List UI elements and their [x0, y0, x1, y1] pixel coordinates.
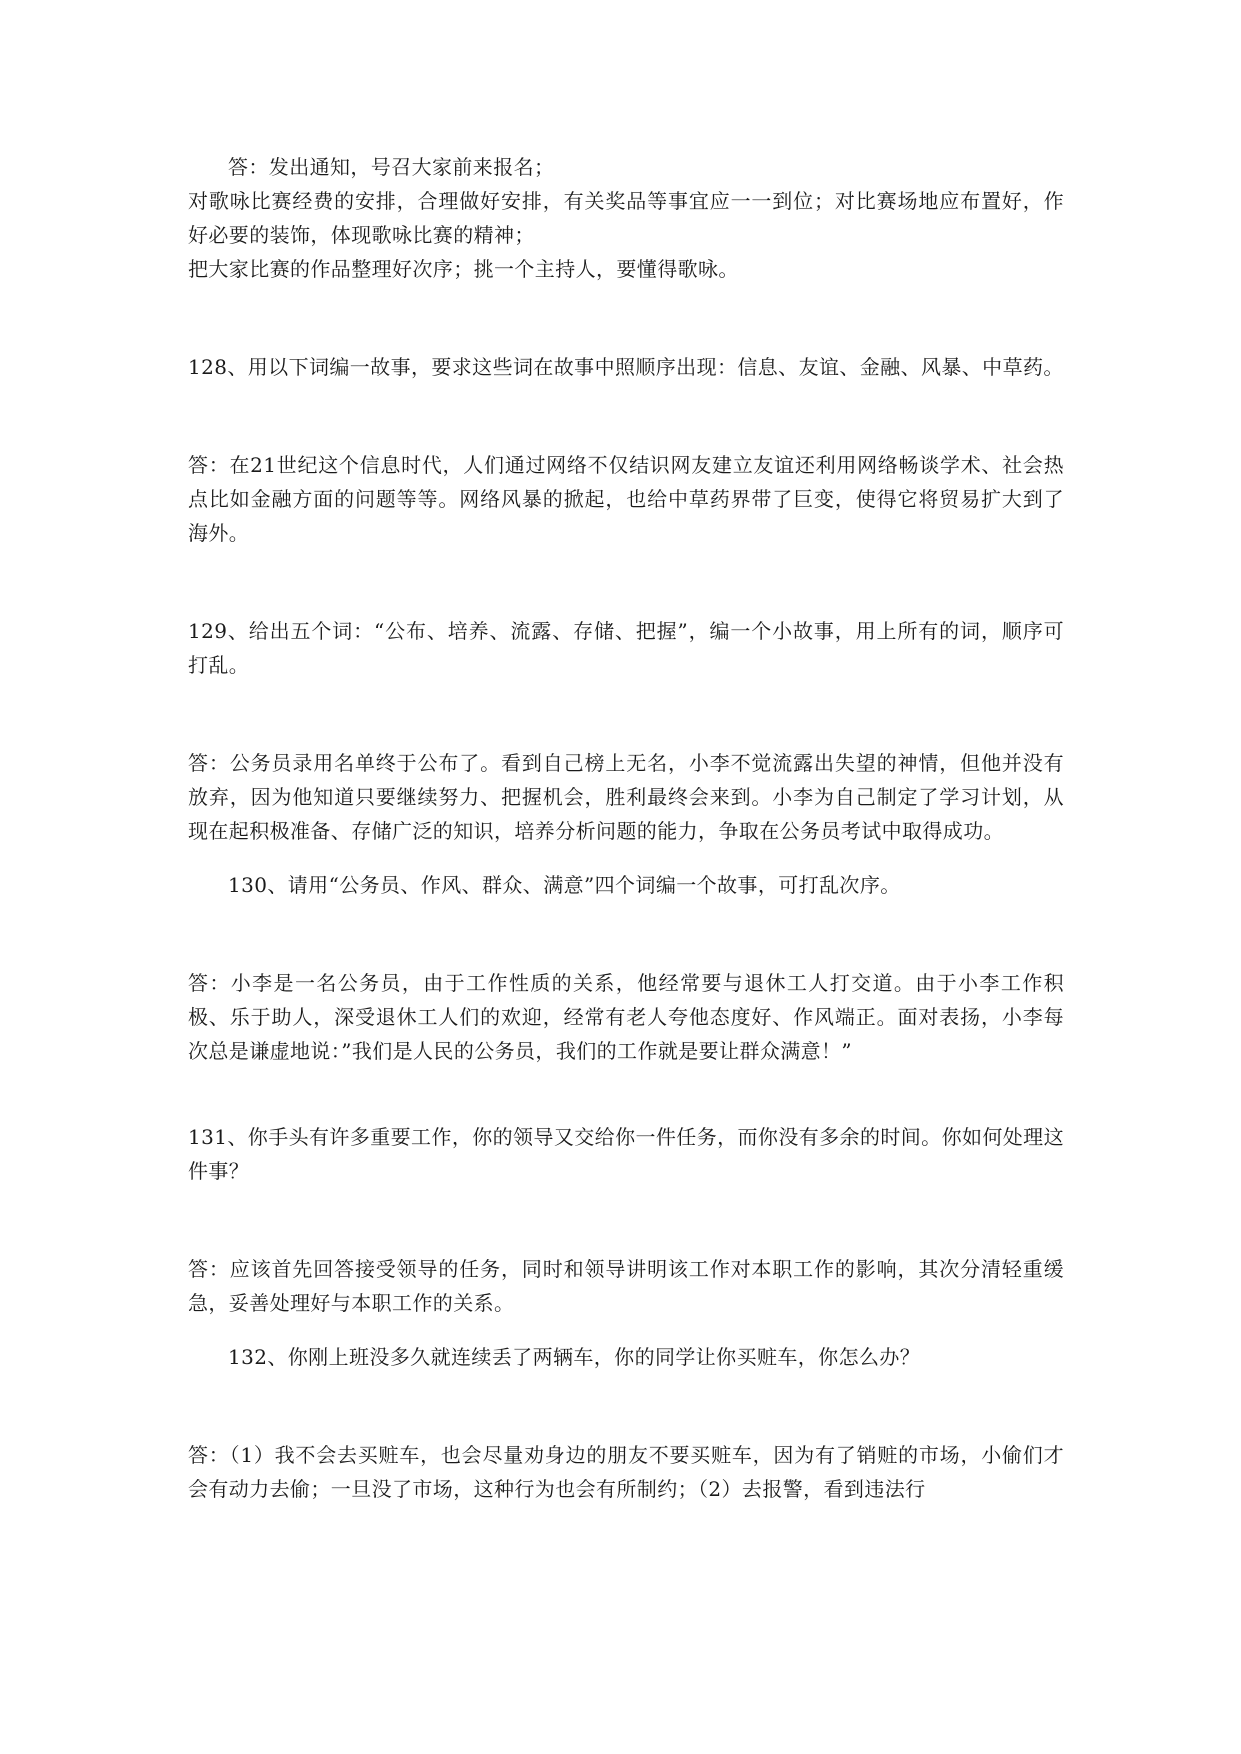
- spacer: [188, 1374, 1064, 1438]
- spacer: [188, 1188, 1064, 1252]
- question-132: 132、你刚上班没多久就连续丢了两辆车，你的同学让你买赃车，你怎么办？: [228, 1345, 921, 1369]
- question-129: 129、给出五个词：“公布、培养、流露、存储、把握”，编一个小故事，用上所有的词，顺序可打乱。: [188, 619, 1064, 677]
- spacer: [188, 550, 1064, 614]
- answer-132: 答：（1）我不会去买赃车，也会尽量劝身边的朋友不要买赃车，因为有了销赃的市场，小偷们才会有动力去偷；一旦没了市场，这种行为也会有所制约；（2）去报警，看到违法行: [188, 1443, 1064, 1501]
- spacer: [188, 902, 1064, 966]
- answer-131: 答：应该首先回答接受领导的任务，同时和领导讲明该工作对本职工作的影响，其次分清轻重缓急，妥善处理好与本职工作的关系。: [188, 1257, 1064, 1315]
- spacer: [188, 1320, 1064, 1340]
- spacer: [188, 384, 1064, 448]
- spacer: [188, 848, 1064, 868]
- spacer: [188, 1068, 1064, 1120]
- answer-128: 答：在21世纪这个信息时代，人们通过网络不仅结识网友建立友谊还利用网络畅谈学术、社会热点比如金融方面的问题等等。网络风暴的掀起，也给中草药界带了巨变，使得它将贸易扩大到了海外。: [188, 453, 1064, 545]
- spacer: [188, 682, 1064, 746]
- answer-127-line-2: 对歌咏比赛经费的安排，合理做好安排，有关奖品等事宜应一一到位；对比赛场地应布置好，作好必要的装饰，体现歌咏比赛的精神；: [188, 189, 1064, 247]
- question-131: 131、你手头有许多重要工作，你的领导又交给你一件任务，而你没有多余的时间。你如何处理这件事？: [188, 1125, 1064, 1183]
- answer-129: 答：公务员录用名单终于公布了。看到自己榜上无名，小李不觉流露出失望的神情，但他并没有放弃，因为他知道只要继续努力、把握机会，胜利最终会来到。小李为自己制定了学习计划，从现在起积极准备、存储广泛的知识，培养分析问题的能力，争取在公务员考试中取得成功。: [188, 751, 1064, 843]
- answer-127-line-3: 把大家比赛的作品整理好次序；挑一个主持人，要懂得歌咏。: [188, 257, 739, 281]
- spacer: [188, 286, 1064, 350]
- question-130: 130、请用“公务员、作风、群众、满意”四个词编一个故事，可打乱次序。: [228, 873, 901, 897]
- answer-127-line-1: 答：发出通知，号召大家前来报名；: [228, 155, 555, 179]
- answer-130: 答：小李是一名公务员，由于工作性质的关系，他经常要与退休工人打交道。由于小李工作积极、乐于助人，深受退休工人们的欢迎，经常有老人夸他态度好、作风端正。面对表扬，小李每次总是谦虚地说：”我们是人民的公务员，我们的工作就是要让群众满意！”: [188, 971, 1064, 1063]
- document-body: [188, 150, 1064, 1506]
- question-128: 128、用以下词编一故事，要求这些词在故事中照顺序出现：信息、友谊、金融、风暴、中草药。: [188, 355, 1064, 379]
